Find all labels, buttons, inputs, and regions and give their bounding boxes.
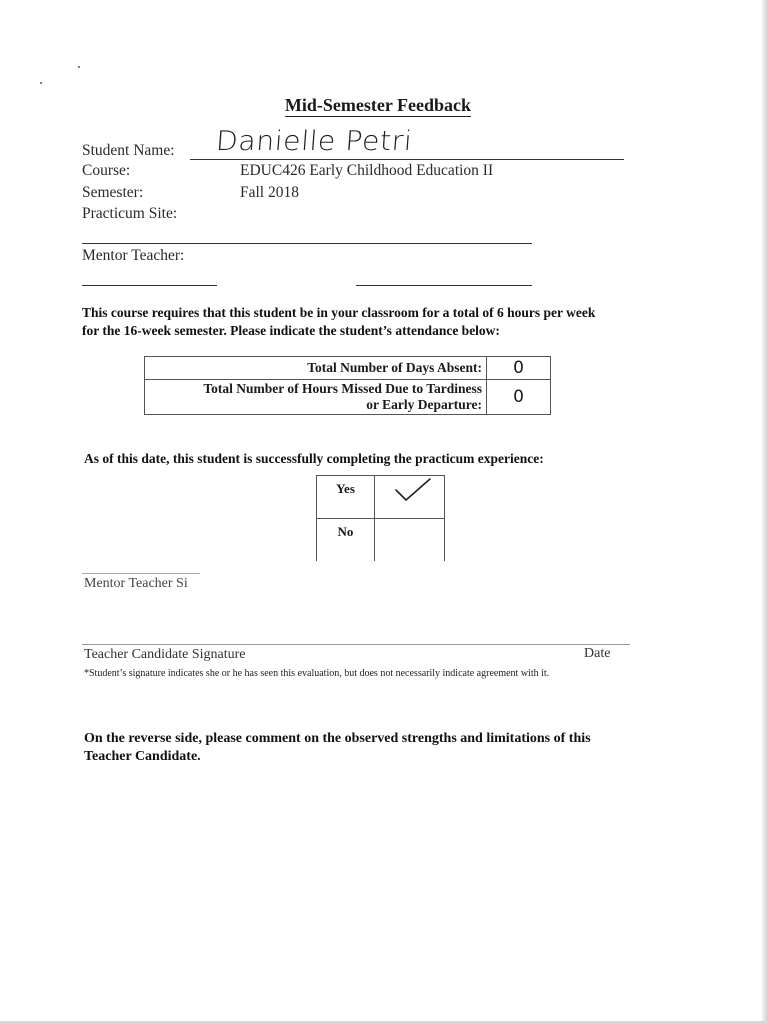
- reverse-note-line2: Teacher Candidate.: [84, 749, 201, 764]
- hours-missed-label-line1: Total Number of Hours Missed Due to Tardiness: [203, 381, 482, 396]
- reverse-note-line1: On the reverse side, please comment on the observed strengths and limitations of this: [84, 731, 591, 746]
- completion-question: As of this date, this student is successfully completing the practicum experience:: [84, 451, 544, 466]
- days-absent-value: 0: [487, 357, 551, 380]
- signature-footnote: *Student’s signature indicates she or he has seen this evaluation, but does not necessarily indicate agreement with it.: [84, 668, 550, 679]
- student-name-value: Danielle Petri: [214, 126, 414, 157]
- candidate-signature-label: Teacher Candidate Signature: [84, 647, 246, 662]
- candidate-signature-line: [82, 644, 630, 645]
- practicum-site-label: Practicum Site:: [82, 205, 178, 222]
- course-value: EDUC426 Early Childhood Education II: [240, 162, 494, 179]
- hours-missed-label-line2: or Early Departure:: [366, 397, 482, 412]
- page-title: Mid-Semester Feedback: [284, 95, 472, 115]
- requirement-text-line1: This course requires that this student be in your classroom for a total of 6 hours per week: [82, 305, 596, 320]
- requirement-text-line2: for the 16-week semester. Please indicate the student’s attendance below:: [82, 323, 500, 338]
- table-row: [317, 519, 445, 562]
- date-label: Date: [584, 646, 611, 661]
- mentor-signature-line: [82, 573, 200, 574]
- page-edge-shadow: [762, 0, 768, 1024]
- student-name-label: Student Name:: [82, 142, 175, 159]
- semester-value: Fall 2018: [240, 184, 299, 201]
- practicum-site-line: [82, 243, 532, 244]
- student-name-line: [190, 159, 624, 160]
- table-row: [145, 380, 551, 415]
- no-label: No: [317, 519, 375, 562]
- attendance-table: [144, 356, 551, 415]
- days-absent-label: Total Number of Days Absent:: [145, 357, 487, 380]
- no-checkbox-cell[interactable]: [375, 519, 445, 562]
- mentor-signature-label: Mentor Teacher Si: [84, 576, 188, 591]
- checkmark-icon: [393, 476, 433, 504]
- scan-speck: [78, 66, 80, 68]
- mentor-teacher-line-right: [356, 285, 532, 286]
- hours-missed-value: 0: [487, 380, 551, 415]
- mentor-teacher-line-left: [82, 285, 217, 286]
- hours-missed-label: [145, 380, 487, 415]
- semester-label: Semester:: [82, 184, 144, 201]
- scan-speck: [40, 82, 42, 84]
- yes-label: Yes: [317, 476, 375, 519]
- course-label: Course:: [82, 162, 131, 179]
- mentor-teacher-label: Mentor Teacher:: [82, 247, 185, 264]
- table-row: [145, 357, 551, 380]
